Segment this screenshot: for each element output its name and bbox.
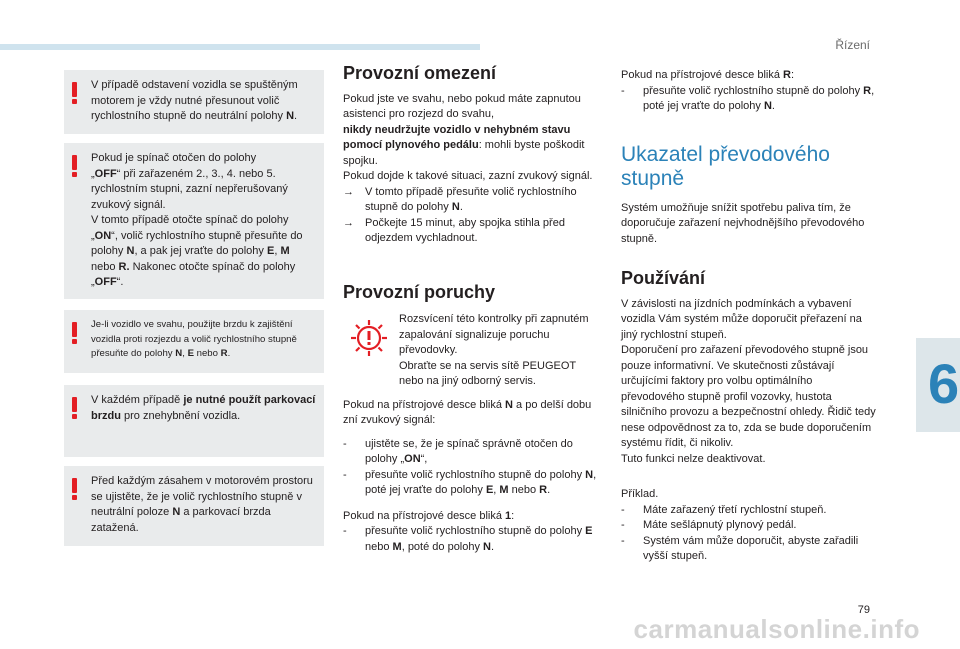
watermark: carmanualsonline.info bbox=[633, 614, 920, 644]
heading-operating-limits: Provozní omezení bbox=[343, 63, 497, 83]
arrow-bullet-icon: → bbox=[343, 216, 354, 229]
heading-gear-indicator: Ukazatel převodového stupně bbox=[621, 142, 830, 190]
list-item: - ujistěte se, že je spínač správně otočen do polohy „ON“, bbox=[343, 437, 573, 465]
middle-column: Provozní omezení Pokud jste ve svahu, nebo pokud máte zapnutou asistenci pro rozjezd do svahu, nikdy neudržujte vozidlo v nehybném stavu pomocí plynového pedálu: mohli byste poškodit spojku. Pokud dojde k takové situaci, zazní zvukový signál. → V tomto případě přesuňte volič rychlostního stupně do polohy N. → Počkejte 15 minut, aby spojka stihla před odjezdem vychladnout. Provozní poruchy Rozsvícení této kontrolky při zapnutém zapalování signalizuje poruchu převodovky. Obraťte se na servis sítě PEUGEOT nebo na jiný odborný servis. Pokud na přístrojové desce bliká N a po delší dobu zní zvukový signál: - ujistěte se, že je spínač správně otočen do polohy „ON“, - přesuňte volič rychlostního stupně do polohy N, poté jej vraťte do polohy E, M nebo R. Pokud na přístrojové desce bliká 1: - přesuňte volič rychlostního stupně do polohy E nebo M, poté do polohy N. bbox=[343, 66, 599, 555]
header-accent-bar bbox=[0, 44, 480, 50]
arrow-bullet-icon: → bbox=[343, 185, 354, 198]
warning-box-2: Pokud je spínač otočen do polohy „OFF“ při zařazeném 2., 3., 4. nebo 5. rychlostním stupni, zazní nepřerušovaný zvukový signál. V tomto případě otočte spínač do polohy „ON“, volič rychlostního stupně přesuňte do polohy N, a pak jej vraťte do polohy E, M nebo R. Nakonec otočte spínač do polohy „OFF“. bbox=[64, 143, 324, 299]
chapter-tab bbox=[916, 338, 960, 432]
list-item: → Počkejte 15 minut, aby spojka stihla před odjezdem vychladnout. bbox=[343, 216, 565, 244]
right-column: Pokud na přístrojové desce bliká R: - přesuňte volič rychlostního stupně do polohy R, poté jej vraťte do polohy N. Ukazatel převodového stupně Systém umožňuje snížit spotřebu paliva tím, že doporučuje zařazení nejvhodnějšího převodového stupně. Používání V závislosti na jízdních podmínkách a vybavení vozidla Vám systém může doporučit přeřazení na jiný rychlostní stupeň. Doporučení pro zařazení převodového stupně jsou pouze informativní. Ve skutečnosti zůstávají určujícími faktory pro volbu optimálního převodového stupně profil vozovky, hustota silničního provozu a bezpečnostní ohledy. Řidič tedy nese odpovědnost za to, zda se bude doporučením systému řídit, či nikoliv. Tuto funkci nelze deaktivovat. Příklad. - Máte zařazený třetí rychlostní stupeň. - Máte sešlápnutý plynový pedál. - Systém vám může doporučit, abyste zařadili vyšší stupeň. bbox=[621, 68, 879, 565]
list-item: - přesuňte volič rychlostního stupně do polohy E nebo M, poté do polohy N. bbox=[343, 525, 593, 553]
warning-box-3: Je-li vozidlo ve svahu, použijte brzdu k zajištění vozidla proti rozjezdu a volič rychlostního stupně přesuňte do polohy N, E nebo R. bbox=[64, 310, 324, 373]
page-number: 79 bbox=[857, 604, 870, 616]
list-item: - Systém vám může doporučit, abyste zařadili vyšší stupeň. bbox=[621, 534, 859, 562]
chapter-number: 6 bbox=[928, 352, 960, 415]
warning-box-5: Před každým zásahem v motorovém prostoru se ujistěte, že je volič rychlostního stupně v neutrální poloze N a parkovací brzda zatažená. bbox=[64, 466, 324, 546]
exclamation-icon bbox=[71, 155, 79, 177]
list-item: - přesuňte volič rychlostního stupně do polohy N, poté jej vraťte do polohy E, M nebo R. bbox=[343, 468, 597, 496]
fault-block: Rozsvícení této kontrolky při zapnutém zapalování signalizuje poruchu převodovky. Obraťte se na servis sítě PEUGEOT nebo na jiný odborný servis. bbox=[343, 312, 599, 390]
section-title: Řízení bbox=[835, 38, 870, 52]
warning-box-1: V případě odstavení vozidla se spuštěným motorem je vždy nutné přesunout volič rychlostního stupně do neutrální polohy N. bbox=[64, 70, 324, 134]
exclamation-icon bbox=[71, 478, 79, 500]
list-item: - Máte sešlápnutý plynový pedál. bbox=[621, 519, 797, 531]
gearbox-fault-warning-icon bbox=[349, 318, 389, 358]
heading-malfunctions: Provozní poruchy bbox=[343, 281, 496, 302]
warning-box-4: V každém případě je nutné použít parkovací brzdu pro znehybnění vozidla. bbox=[64, 385, 324, 457]
heading-usage: Používání bbox=[621, 268, 706, 288]
list-item: - Máte zařazený třetí rychlostní stupeň. bbox=[621, 503, 827, 516]
exclamation-icon bbox=[71, 397, 79, 419]
list-item: → V tomto případě přesuňte volič rychlostního stupně do polohy N. bbox=[343, 185, 577, 213]
exclamation-icon bbox=[71, 322, 79, 344]
exclamation-icon bbox=[71, 82, 79, 104]
list-item: - přesuňte volič rychlostního stupně do polohy R, poté jej vraťte do polohy N. bbox=[621, 84, 875, 112]
